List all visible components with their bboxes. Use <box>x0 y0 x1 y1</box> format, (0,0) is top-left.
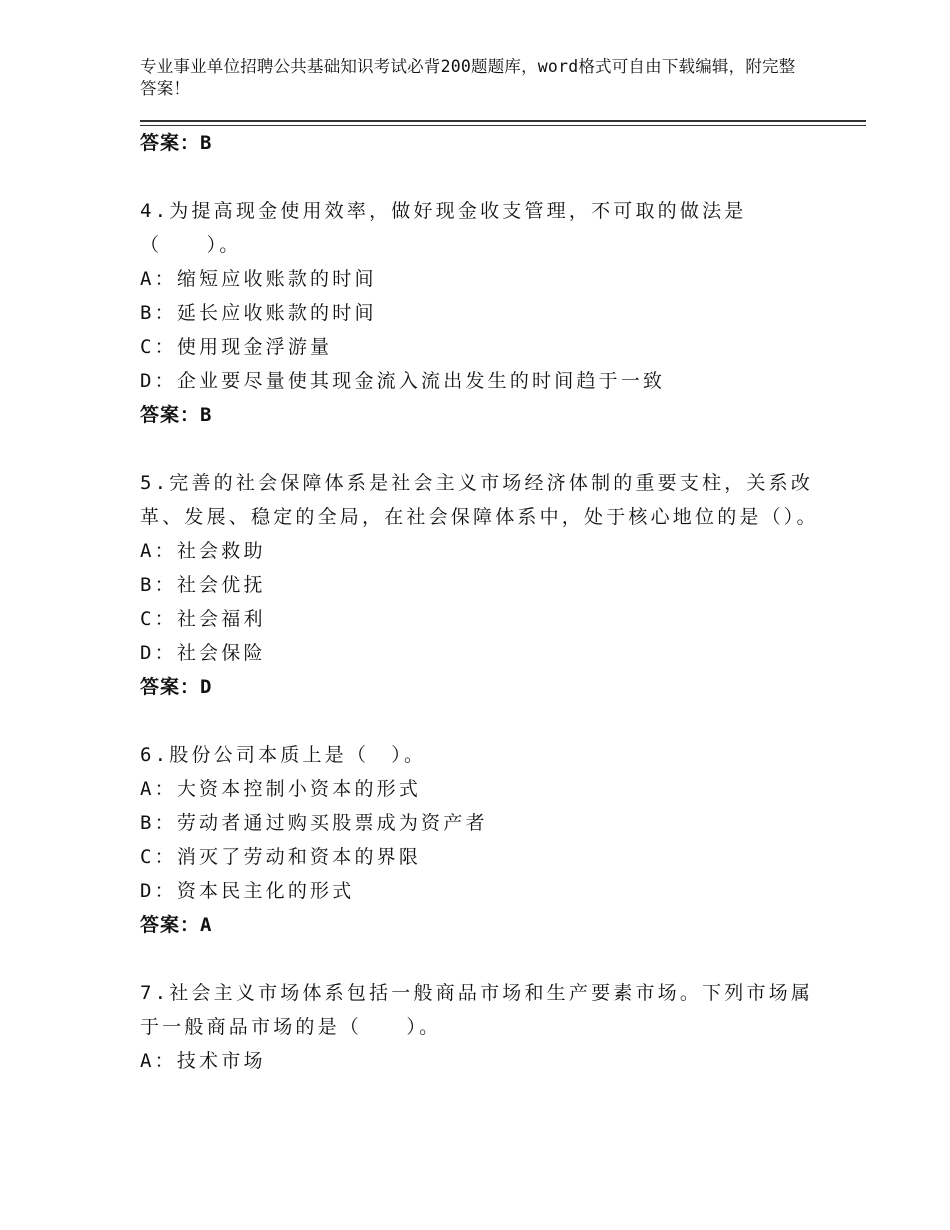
answer-line-q5: 答案：D <box>140 676 213 698</box>
question-4-option-c: C：使用现金浮游量 <box>140 336 333 358</box>
answer-line-q6: 答案：A <box>140 914 213 936</box>
question-5-stem: 5.完善的社会保障体系是社会主义市场经济体制的重要支柱，关系改革、发展、稳定的全局，在社会保障体系中，处于核心地位的是（）。 <box>140 472 819 528</box>
question-4-stem: 4.为提高现金使用效率，做好现金收支管理，不可取的做法是（ ）。 <box>140 200 747 256</box>
question-5-option-c: C：社会福利 <box>140 608 266 630</box>
question-4-option-d: D：企业要尽量使其现金流入流出发生的时间趋于一致 <box>140 370 666 392</box>
question-6-option-d: D：资本民主化的形式 <box>140 880 355 902</box>
question-6-option-b: B：劳动者通过购买股票成为资产者 <box>140 812 488 834</box>
question-content <box>140 126 820 1078</box>
header-rule-thick <box>140 120 866 122</box>
question-6-option-c: C：消灭了劳动和资本的界限 <box>140 846 422 868</box>
answer-line-q3: 答案：B <box>140 132 213 154</box>
question-6-stem: 6.股份公司本质上是（ ）。 <box>140 744 427 766</box>
question-5-option-d: D：社会保险 <box>140 642 266 664</box>
question-4-option-a: A：缩短应收账款的时间 <box>140 268 377 290</box>
question-5-option-a: A：社会救助 <box>140 540 266 562</box>
question-5-option-b: B：社会优抚 <box>140 574 266 596</box>
answer-line-q4: 答案：B <box>140 404 213 426</box>
question-7-option-a: A：技术市场 <box>140 1050 266 1072</box>
question-7-stem: 7.社会主义市场体系包括一般商品市场和生产要素市场。下列市场属于一般商品市场的是（ ）。 <box>140 982 814 1038</box>
page-header: 专业事业单位招聘公共基础知识考试必背200题题库，word格式可自由下载编辑，附完整答案！ <box>140 57 796 98</box>
question-4-option-b: B：延长应收账款的时间 <box>140 302 377 324</box>
question-6-option-a: A：大资本控制小资本的形式 <box>140 778 422 800</box>
